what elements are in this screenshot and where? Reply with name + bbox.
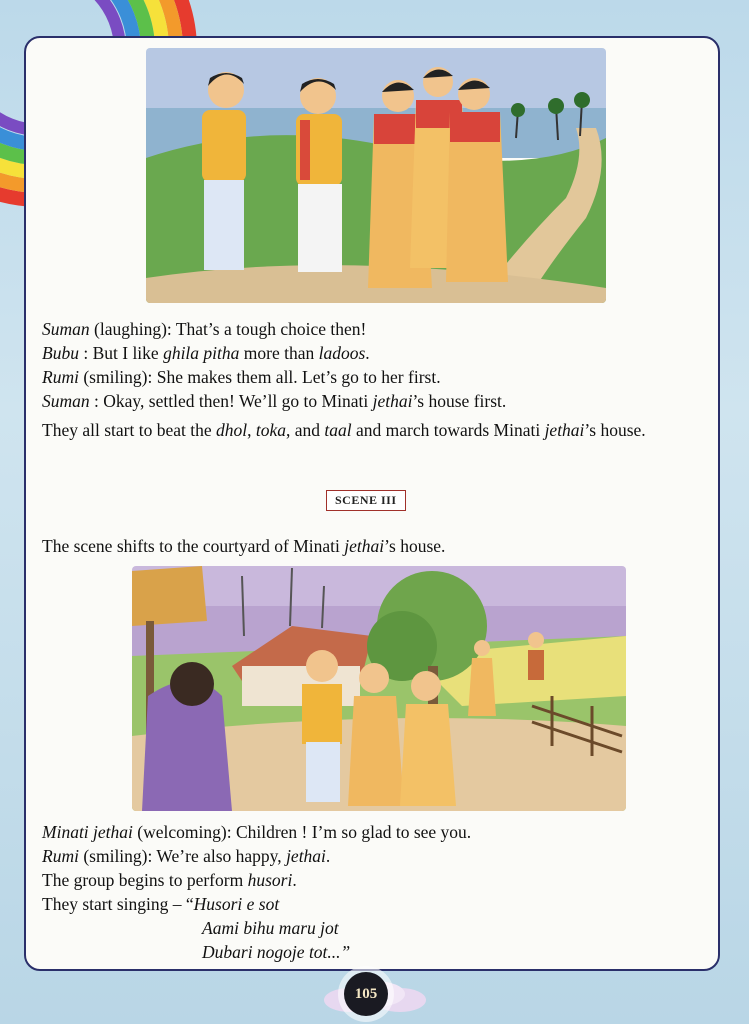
verse-line-2: Aami bihu maru jot xyxy=(202,918,339,938)
dialogue-line-3: Rumi (smiling): She makes them all. Let’s go to her first. xyxy=(42,367,441,387)
singing-line: They start singing – “Husori e sot xyxy=(42,894,280,914)
page-number: 105 xyxy=(344,972,388,1016)
dialogue-line-4: Suman : Okay, settled then! We’ll go to Minati jethai’s house first. xyxy=(42,391,507,411)
narration-scene-shift: The scene shifts to the courtyard of Minati jethai’s house. xyxy=(42,536,446,556)
dialogue-line-2: Bubu : But I like ghila pitha more than ladoos. xyxy=(42,343,370,363)
speaker-name: Minati jethai xyxy=(42,822,133,842)
speaker-name: Rumi xyxy=(42,367,79,387)
dialogue-line-5: Minati jethai (welcoming): Children ! I’m so glad to see you. xyxy=(42,822,472,842)
speaker-name: Rumi xyxy=(42,846,79,866)
speaker-name: Bubu xyxy=(42,343,79,363)
verse-line-1: Husori e sot xyxy=(193,894,280,914)
speaker-name: Suman xyxy=(42,319,90,339)
dialogue-line-6: Rumi (smiling): We’re also happy, jethai. xyxy=(42,846,331,866)
speaker-name: Suman xyxy=(42,391,90,411)
narration-paragraph-1: They all start to beat the dhol, toka, and taal and march towards Minati jethai’s house. xyxy=(42,420,646,440)
dialogue-line-1: Suman (laughing): That’s a tough choice then! xyxy=(42,319,367,339)
scene-heading: SCENE III xyxy=(326,490,406,511)
page-frame xyxy=(24,36,720,971)
illustration-courtyard-husori xyxy=(132,566,626,811)
verse-line-3: Dubari nogoje tot...” xyxy=(202,942,351,962)
illustration-children-on-village-path xyxy=(146,48,606,303)
narration-husori: The group begins to perform husori. xyxy=(42,870,297,890)
